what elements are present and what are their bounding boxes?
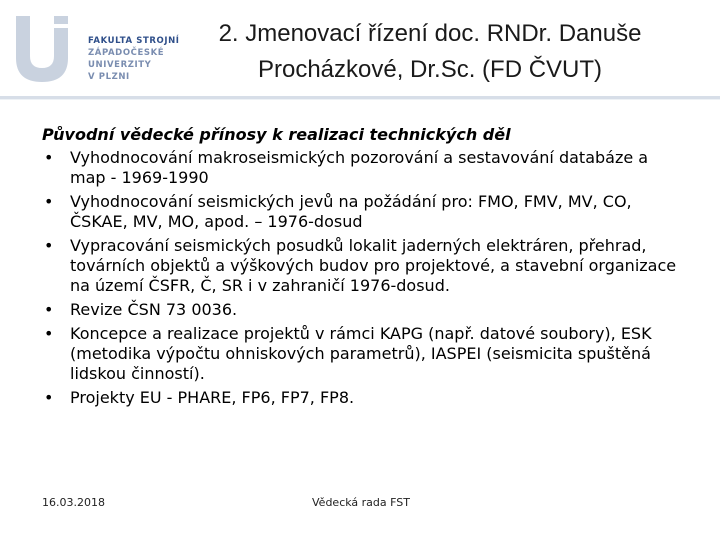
logo-line: ZÁPADOČESKÉ [88,48,165,58]
slide-content [42,125,682,412]
logo-line: UNIVERZITY [88,60,152,70]
bullet-list [42,148,682,408]
bullet-icon: • [44,388,54,407]
list-item-text: Vyhodnocování makroseismických pozorování a sestavování databáze a map - 1969-1990 [70,148,649,187]
list-item-text: Vyhodnocování seismických jevů na požádání pro: FMO, FMV, MV, CO, ČSKAE, MV, MO, apod. – 1976-dosud [70,192,632,231]
list-item-text: Vypracování seismických posudků lokalit jaderných elektráren, přehrad, továrních objektů a výškových budov pro projektové, a stavební organizace na území ČSFR, Č, SR i v zahraničí 1976-dosud. [70,236,677,295]
footer-date: 16.03.2018 [42,496,105,509]
bullet-icon: • [44,236,54,255]
bullet-icon: • [44,148,54,167]
list-item [42,324,682,384]
list-item-text: Revize ČSN 73 0036. [70,300,238,319]
slide-title-line: 2. Jmenovací řízení doc. RNDr. Danuše [218,20,642,47]
footer-center-text: Vědecká rada FST [312,496,410,509]
logo-line: V PLZNI [88,72,130,82]
list-item-text: Koncepce a realizace projektů v rámci KAPG (např. datové soubory), ESK (metodika výpočtu ohniskových parametrů), IASPEI (seismicita spuštěná lidskou činností). [70,324,652,383]
bullet-icon: • [44,192,54,211]
bullet-icon: • [44,300,54,319]
list-item-text: Projekty EU - PHARE, FP6, FP7, FP8. [70,388,355,407]
list-item [42,148,682,188]
header-divider-shadow [0,99,720,100]
content-heading: Původní vědecké přínosy k realizaci technických děl [42,125,511,144]
list-item [42,300,682,320]
list-item [42,388,682,408]
bullet-icon: • [44,324,54,343]
list-item [42,192,682,232]
logo-text [88,35,180,83]
logo-line: FAKULTA STROJNÍ [88,36,180,46]
university-logo-icon [12,10,72,85]
list-item [42,236,682,296]
university-logo [12,10,182,90]
slide-title [185,16,675,88]
slide-title-line: Procházkové, Dr.Sc. (FD ČVUT) [257,56,603,83]
